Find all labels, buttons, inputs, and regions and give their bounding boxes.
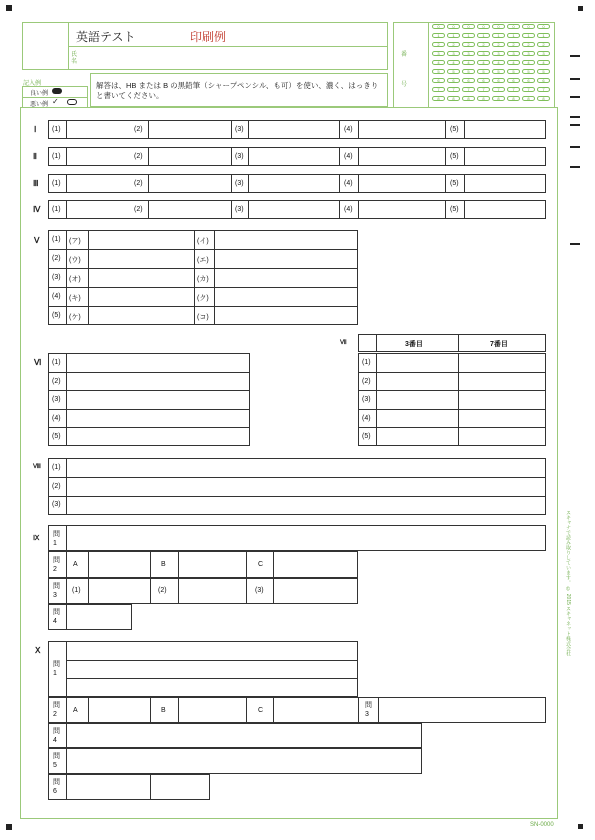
row-divider [48,268,358,269]
answer-box[interactable] [148,120,232,139]
id-bubble-grid[interactable] [432,24,554,106]
col-divider [66,604,67,630]
answer-box[interactable] [66,200,130,219]
bubble[interactable]: 8 [462,96,475,101]
col-divider [66,551,67,578]
bubble[interactable]: 6 [447,78,460,83]
answer-box[interactable] [66,120,130,139]
col-divider [178,551,179,578]
corner-mark [6,824,12,830]
q-number: (2) [134,180,143,187]
row-divider [358,372,546,373]
kana-label: (エ) [197,257,209,264]
bubble[interactable]: 3 [477,51,490,56]
bubble[interactable]: 7 [507,87,520,92]
col-divider [66,748,67,774]
row-divider [66,660,358,661]
bubble[interactable]: 5 [492,69,505,74]
bubble[interactable]: 6 [432,78,445,83]
q-number: (3) [362,396,371,403]
q-number: (3) [235,153,244,160]
question-label: 問3 [365,702,372,718]
q-number: (1) [52,206,61,213]
row-divider [48,496,546,497]
bubble[interactable]: 3 [507,51,520,56]
bubble[interactable]: 1 [462,33,475,38]
q-number: (5) [450,153,459,160]
section-9-label: Ⅸ [33,534,40,542]
corner-mark [6,5,12,11]
bubble[interactable]: 7 [522,87,535,92]
bubble[interactable]: 5 [462,69,475,74]
section-6-label: Ⅵ [34,358,42,367]
q-number: (3) [255,587,264,594]
answer-box[interactable] [358,120,446,139]
col-divider [150,578,151,604]
sample-stamp: 印刷例 [190,30,227,44]
answer-box[interactable] [248,120,340,139]
col-divider [88,578,89,604]
answer-box[interactable] [248,174,340,193]
col-divider [246,697,247,723]
row-divider [48,477,546,478]
q-number: (5) [450,180,459,187]
row-divider [48,427,250,428]
row-divider [358,427,546,428]
section-2-label: Ⅱ [33,152,37,161]
col-divider [66,230,67,325]
bubble[interactable]: 2 [477,42,490,47]
bubble[interactable]: 7 [447,87,460,92]
kana-label: (キ) [69,295,81,302]
bubble[interactable]: 5 [507,69,520,74]
kana-label: (ア) [69,238,81,245]
q-number: (4) [52,415,61,422]
q-number: (2) [134,126,143,133]
choice-label: A [73,561,78,568]
bubble[interactable]: 1 [507,33,520,38]
answer-box[interactable] [248,147,340,166]
bubble[interactable]: 0 [507,24,520,29]
bubble[interactable]: 5 [537,69,550,74]
kana-label: (コ) [197,314,209,321]
col-divider [358,697,359,723]
corner-mark [578,6,583,11]
q-number: (3) [52,396,61,403]
good-example-label: 良い例 [30,91,49,97]
bubble[interactable]: 4 [447,60,460,65]
bubble[interactable]: 6 [522,78,535,83]
bubble[interactable]: 0 [537,24,550,29]
answer-box[interactable] [148,200,232,219]
col-divider [66,525,67,551]
q-number: (3) [235,206,244,213]
kana-label: (ク) [197,295,209,302]
bubble[interactable]: 4 [432,60,445,65]
col-divider [178,578,179,604]
timing-mark [570,116,580,118]
bubble[interactable]: 8 [492,96,505,101]
good-example-mark [52,88,62,94]
row-divider [48,372,250,373]
col-divider [66,723,67,748]
kana-label: (オ) [69,276,81,283]
kana-label: (ケ) [69,314,81,321]
bubble[interactable]: 6 [477,78,490,83]
section-10-q4 [48,723,422,748]
answer-box[interactable] [66,174,130,193]
answer-box[interactable] [148,147,232,166]
q-number: (2) [158,587,167,594]
q-number: (4) [52,293,61,300]
col-divider [273,697,274,723]
row-divider [66,678,358,679]
bubble[interactable]: 1 [477,33,490,38]
section-10-q5 [48,748,422,774]
bubble[interactable]: 4 [492,60,505,65]
bubble[interactable]: 5 [522,69,535,74]
q-number: (4) [362,415,371,422]
bubble[interactable]: 0 [522,24,535,29]
section-10-label: Ⅹ [35,646,41,655]
col-divider [66,578,67,604]
bubble[interactable]: 7 [537,87,550,92]
col-divider [66,641,67,697]
bubble[interactable]: 6 [507,78,520,83]
q-number: (5) [52,312,61,319]
col-divider [246,551,247,578]
q-number: (2) [362,378,371,385]
timing-mark [570,96,580,98]
bubble[interactable]: 0 [432,24,445,29]
section-10-q2 [48,697,546,723]
timing-mark [570,78,580,80]
timing-mark [570,55,580,57]
section-4-label: Ⅳ [33,205,41,214]
col-divider [66,697,67,723]
section-8-table [48,458,546,515]
timing-mark [570,146,580,148]
row-divider [48,409,250,410]
answer-box[interactable] [464,200,546,219]
bubble[interactable]: 8 [522,96,535,101]
bubble[interactable]: 6 [462,78,475,83]
bubble[interactable]: 3 [462,51,475,56]
row-divider [48,287,358,288]
row-divider [48,306,358,307]
bubble[interactable]: 2 [507,42,520,47]
bubble[interactable]: 3 [432,51,445,56]
row-divider [48,390,250,391]
bubble[interactable]: 2 [432,42,445,47]
question-label: 問3 [53,583,60,599]
bubble[interactable]: 0 [492,24,505,29]
row-divider [358,409,546,410]
question-label: 問1 [53,531,60,547]
answer-box[interactable] [464,147,546,166]
section-7-header [358,334,546,352]
form-code: SN-0000 [530,822,554,828]
timing-mark [570,243,580,245]
col-divider [273,578,274,604]
bubble[interactable]: 8 [537,96,550,101]
bubble[interactable]: 4 [522,60,535,65]
bubble[interactable]: 1 [537,33,550,38]
q-number: (4) [344,126,353,133]
q-number: (5) [52,433,61,440]
q-number: (1) [52,180,61,187]
section-5-label: Ⅴ [34,236,40,245]
col-divider [88,230,89,325]
bad-example-label: 悪い例 [30,102,49,108]
bubble[interactable]: 2 [462,42,475,47]
bubble[interactable]: 4 [477,60,490,65]
q-number: (4) [344,153,353,160]
bubble[interactable]: 7 [432,87,445,92]
q-number: (2) [134,206,143,213]
bubble[interactable]: 6 [537,78,550,83]
bubble[interactable]: 1 [522,33,535,38]
question-label: 問2 [53,557,60,573]
col-divider [376,353,377,446]
question-label: 問1 [53,661,60,677]
col-divider [88,551,89,578]
col-divider [378,697,379,723]
bubble[interactable]: 8 [477,96,490,101]
col-divider [66,774,67,800]
col-divider [214,230,215,325]
instruction-text: 解答は、HB または B の黒鉛筆（シャープペンシル、も可）を使い、濃く、はっきりと書いてください。 [96,81,379,100]
bubble[interactable]: 5 [432,69,445,74]
bubble[interactable]: 4 [537,60,550,65]
section-3-label: Ⅲ [33,179,39,188]
bubble[interactable]: 1 [492,33,505,38]
q-number: (5) [450,126,459,133]
section-8-label: Ⅷ [33,464,41,470]
col-divider [178,697,179,723]
q-number: (3) [52,274,61,281]
col-divider [66,353,67,446]
bubble[interactable]: 1 [447,33,460,38]
col-divider [273,551,274,578]
col-divider [150,697,151,723]
bubble[interactable]: 8 [432,96,445,101]
section-10-q6 [48,774,210,800]
bubble[interactable]: 3 [447,51,460,56]
section-10-q1 [48,641,358,697]
q-number: (2) [52,255,61,262]
q-number: (2) [134,153,143,160]
row-divider [48,249,358,250]
choice-label: A [73,707,78,714]
question-label: 問6 [53,779,60,795]
answer-box[interactable] [358,147,446,166]
choice-label: B [161,561,166,568]
col-divider [458,353,459,446]
kana-label: (ウ) [69,257,81,264]
id-label-column [393,22,429,108]
col-divider [194,230,195,325]
bubble[interactable]: 1 [432,33,445,38]
bubble[interactable]: 3 [522,51,535,56]
bad-example-mark [67,99,77,105]
col-header-3rd: 3番目 [405,341,423,348]
q-number: (3) [52,501,61,508]
col-divider [66,458,67,515]
answer-box[interactable] [358,200,446,219]
bubble[interactable]: 2 [447,42,460,47]
q-number: (1) [362,359,371,366]
corner-mark [578,824,583,829]
col-divider [246,578,247,604]
bubble[interactable]: 0 [477,24,490,29]
section-6-table [48,353,250,446]
bubble[interactable]: 5 [477,69,490,74]
kana-label: (カ) [197,276,209,283]
q-number: (1) [52,153,61,160]
marking-example-label: 記入例 [23,81,42,87]
answer-box[interactable] [248,200,340,219]
choice-label: C [258,561,264,568]
section-1-label: Ⅰ [34,125,37,134]
bubble[interactable]: 7 [462,87,475,92]
answer-box[interactable] [464,120,546,139]
choice-label: B [161,707,166,714]
kana-label: (イ) [197,238,209,245]
question-label: 問4 [53,728,60,744]
test-title: 英語テスト [76,30,136,44]
bubble[interactable]: 2 [522,42,535,47]
bubble[interactable]: 2 [492,42,505,47]
col-header-7th: 7番目 [490,341,508,348]
col-divider [150,774,151,800]
bubble[interactable]: 0 [447,24,460,29]
side-text: スキャナで読み取りしています。 © 2015 スキャネット株式会社 [565,510,571,657]
bubble[interactable]: 3 [537,51,550,56]
q-number: (2) [52,378,61,385]
q-number: (5) [362,433,371,440]
q-number: (1) [52,464,61,471]
choice-label: C [258,707,264,714]
col-divider [376,334,377,352]
q-number: (4) [344,180,353,187]
bubble[interactable]: 6 [492,78,505,83]
bubble[interactable]: 2 [537,42,550,47]
row-divider [358,390,546,391]
q-number: (4) [344,206,353,213]
answer-box[interactable] [464,174,546,193]
q-number: (1) [52,126,61,133]
bubble[interactable]: 4 [507,60,520,65]
question-label: 問5 [53,753,60,769]
col-divider [458,334,459,352]
q-number: (1) [72,587,81,594]
section-7-table [358,353,546,446]
bubble[interactable]: 7 [477,87,490,92]
bubble[interactable]: 7 [492,87,505,92]
section-9-q3 [48,578,358,604]
section-7-label: Ⅶ [340,340,347,346]
q-number: (1) [52,359,61,366]
bubble[interactable]: 8 [507,96,520,101]
col-divider [150,551,151,578]
timing-mark [570,166,580,168]
q-number: (3) [235,126,244,133]
bubble[interactable]: 0 [462,24,475,29]
bubble[interactable]: 8 [447,96,460,101]
question-label: 問2 [53,702,60,718]
bubble[interactable]: 3 [492,51,505,56]
answer-box[interactable] [148,174,232,193]
q-number: (3) [235,180,244,187]
check-mark-icon: ✓ [52,97,59,106]
answer-box[interactable] [358,174,446,193]
name-label: 氏名 [71,52,78,65]
bubble[interactable]: 5 [447,69,460,74]
q-number: (5) [450,206,459,213]
col-divider [88,697,89,723]
section-9-q1 [48,525,546,551]
id-label: 番号 [401,52,408,88]
q-number: (1) [52,236,61,243]
answer-box[interactable] [66,147,130,166]
name-field[interactable] [80,47,387,69]
section-9-q2 [48,551,358,578]
q-number: (2) [52,483,61,490]
timing-mark [570,124,580,126]
bubble[interactable]: 4 [462,60,475,65]
question-label: 問4 [53,609,60,625]
